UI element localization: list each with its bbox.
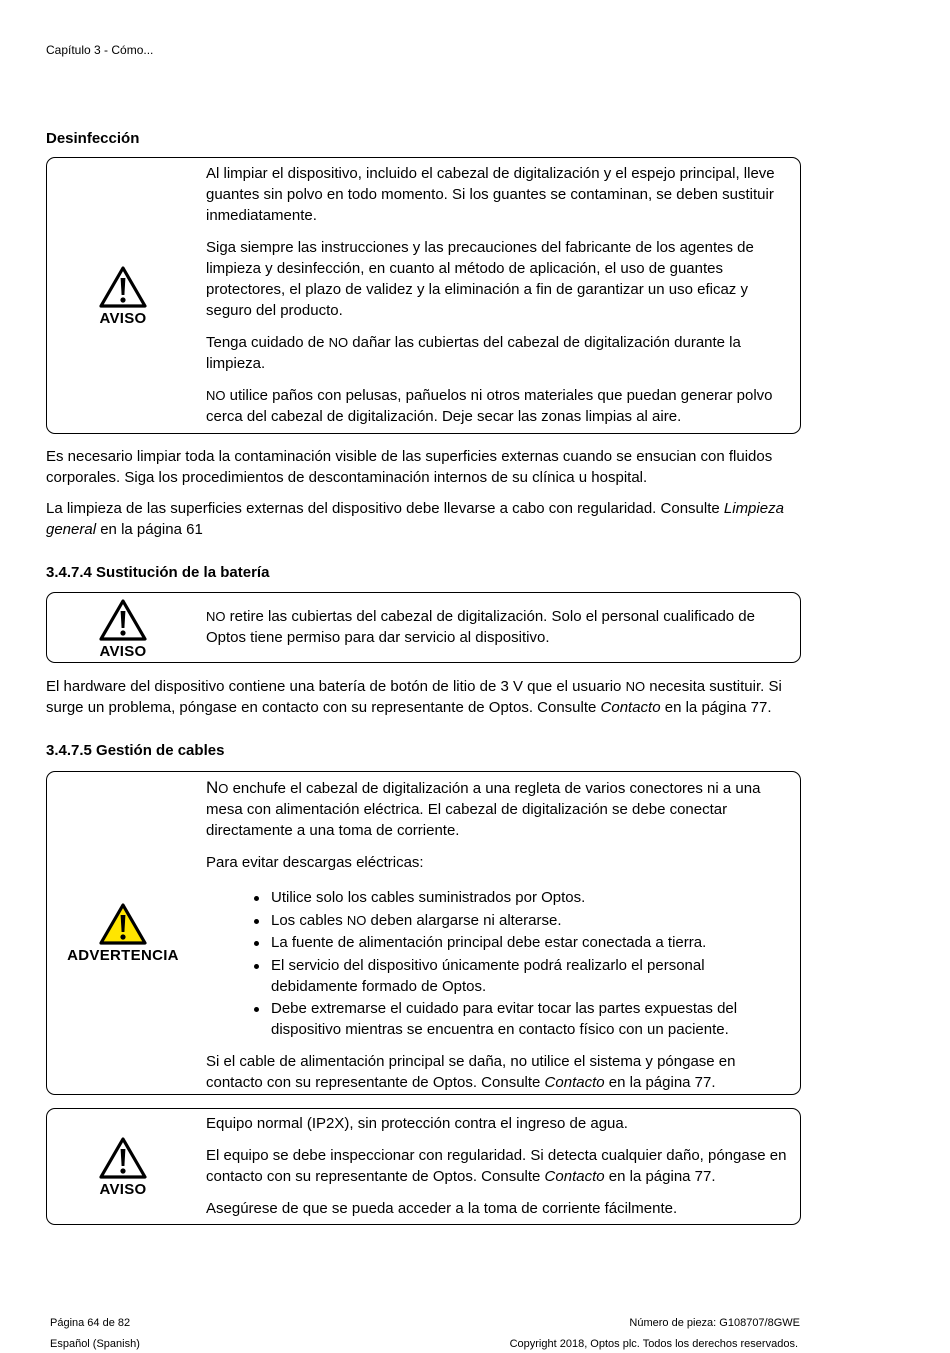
warning-symbol	[47, 902, 199, 964]
notice-box-power	[46, 1108, 801, 1225]
notice-paragraph: Siga siempre las instrucciones y las precauciones del fabricante de los agentes de limpieza y desinfección, en cuanto al método de aplicación, el uso de guantes protectores, el plazo de validez y la eliminación a fin de garantizar un uso eficaz y seguro del producto.	[206, 239, 754, 319]
notice-paragraph: El equipo se debe inspeccionar con regularidad. Si detecta cualquier daño, póngase en contacto con su representante de Optos. Consulte Contacto en la página 77.	[206, 1147, 787, 1185]
notice-symbol	[47, 598, 199, 660]
list-item: Utilice solo los cables suministrados por Optos.	[206, 887, 790, 908]
exclamation-triangle-yellow-icon	[98, 902, 148, 946]
warning-label: ADVERTENCIA	[67, 947, 179, 964]
body-paragraph: Es necesario limpiar toda la contaminación visible de las superficies externas cuando se ensucian con fluidos corporales. Siga los procedimientos de descontaminación internos de su clínica u hospital.	[46, 448, 773, 486]
exclamation-triangle-outline-icon	[98, 265, 148, 309]
notice-text	[206, 606, 790, 648]
notice-label: AVISO	[99, 1181, 147, 1198]
cross-reference[interactable]: Contacto	[544, 1168, 605, 1185]
notice-label: AVISO	[99, 643, 147, 660]
section-heading-battery: 3.4.7.4 Sustitución de la batería	[46, 564, 270, 581]
exclamation-triangle-outline-icon	[98, 1136, 148, 1180]
notice-paragraph: Asegúrese de que se pueda acceder a la toma de corriente fácilmente.	[206, 1200, 678, 1217]
notice-text	[206, 1113, 790, 1219]
section-heading-cables: 3.4.7.5 Gestión de cables	[46, 742, 225, 759]
body-paragraph: La limpieza de las superficies externas del dispositivo debe llevarse a cabo con regularidad. Consulte Limpieza general en la página 61	[46, 500, 784, 538]
cross-reference[interactable]: Contacto	[600, 699, 661, 716]
notice-paragraph: Al limpiar el dispositivo, incluido el cabezal de digitalización y el espejo principal, lleve guantes sin polvo en todo momento. Si los guantes se contaminan, se deben sustituir inmediatamente.	[206, 165, 775, 224]
exclamation-triangle-outline-icon	[98, 598, 148, 642]
list-item: El servicio del dispositivo únicamente podrá realizarlo el personal debidamente formado de Optos.	[206, 955, 790, 997]
notice-paragraph: Tenga cuidado de NO dañar las cubiertas del cabezal de digitalización durante la limpieza.	[206, 334, 741, 372]
cross-reference[interactable]: Limpieza general	[46, 500, 784, 538]
section-heading-disinfection: Desinfección	[46, 130, 140, 147]
notice-box-disinfection	[46, 157, 801, 434]
notice-paragraph: Equipo normal (IP2X), sin protección contra el ingreso de agua.	[206, 1115, 628, 1132]
notice-paragraph: NO utilice paños con pelusas, pañuelos ni otros materiales que puedan generar polvo cerca del cabezal de digitalización. Deje secar las zonas limpias al aire.	[206, 387, 773, 425]
bullet-list	[206, 887, 790, 1040]
notice-paragraph: NO retire las cubiertas del cabezal de digitalización. Solo el personal cualificado de Optos tiene permiso para dar servicio al dispositivo.	[206, 608, 755, 646]
notice-symbol	[47, 1136, 199, 1198]
running-header: Capítulo 3 - Cómo...	[46, 43, 154, 57]
notice-symbol	[47, 265, 199, 327]
warning-paragraph: NO enchufe el cabezal de digitalización a una regleta de varios conectores ni a una mesa con alimentación eléctrica. El cabezal de digitalización se debe conectar directamente a una toma de corriente.	[206, 778, 761, 839]
footer-language: Español (Spanish)	[50, 1338, 140, 1350]
warning-paragraph: Si el cable de alimentación principal se daña, no utilice el sistema y póngase en contacto con su representante de Optos. Consulte Contacto en la página 77.	[206, 1053, 736, 1091]
notice-label: AVISO	[99, 310, 147, 327]
footer-part-number: Número de pieza: G108707/8GWE	[629, 1317, 800, 1329]
list-item: Debe extremarse el cuidado para evitar tocar las partes expuestas del dispositivo mientras se encuentra en contacto físico con un paciente.	[206, 998, 790, 1040]
notice-text	[206, 163, 790, 427]
list-item: Los cables NO deben alargarse ni alterarse.	[206, 910, 790, 931]
cross-reference[interactable]: Contacto	[544, 1074, 605, 1091]
footer-copyright: Copyright 2018, Optos plc. Todos los derechos reservados.	[509, 1338, 798, 1350]
list-item: La fuente de alimentación principal debe estar conectada a tierra.	[206, 932, 790, 953]
footer-page-number: Página 64 de 82	[50, 1317, 131, 1329]
notice-box-battery	[46, 592, 801, 663]
warning-paragraph: Para evitar descargas eléctricas:	[206, 854, 424, 871]
warning-box-cables	[46, 771, 801, 1095]
warning-text	[206, 777, 790, 1093]
body-paragraph: El hardware del dispositivo contiene una batería de botón de litio de 3 V que el usuario NO necesita sustituir. Si surge un problema, póngase en contacto con su representante de Optos. Consulte Contacto en la página 77.	[46, 678, 782, 716]
